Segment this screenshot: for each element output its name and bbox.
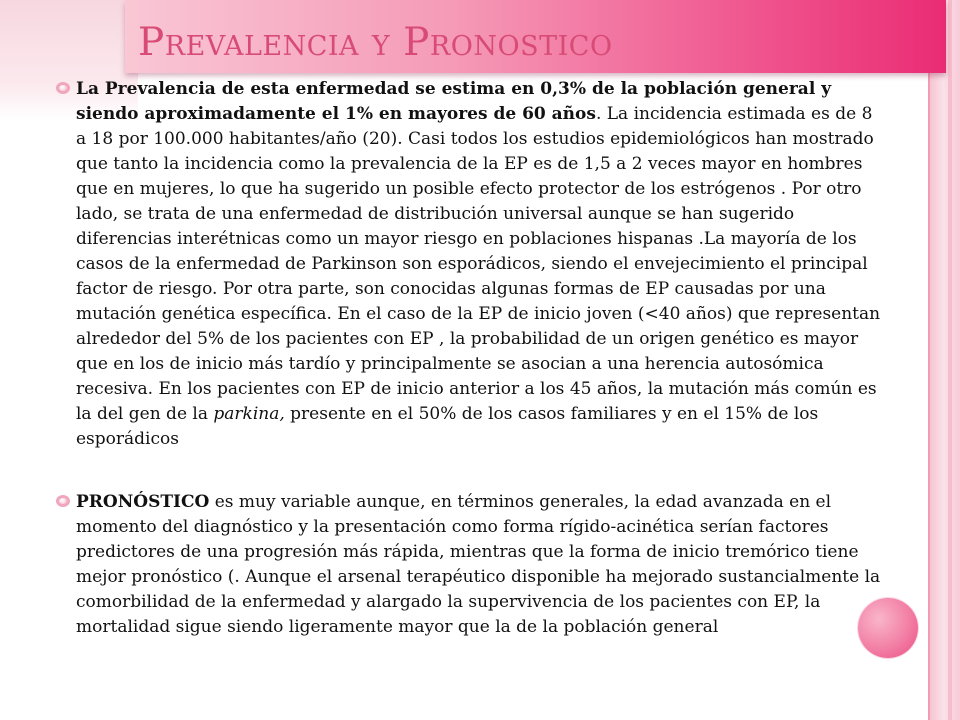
prevalence-body-text: . La incidencia estimada es de 8 a 18 por 100.000 habitantes/año (20). Casi todos los estudios epidemiológicos han mostrado que tanto la incidencia como la prevalencia de la EP es de 1,5 a 2 veces mayor en hombres que en mujeres, lo que ha sugerido un posible efecto protector de los estrógenos . Por otro lado, se trata de una enfermedad de distribución universal aunque se han sugerido diferencias interétnicas como un mayor riesgo en poblaciones hispanas .La mayoría de los casos de la enfermedad de Parkinson son esporádicos, siendo el envejecimiento el principal factor de riesgo. Por otra parte, son conocidas algunas formas de EP causadas por una mutación genética específica. En el caso de la EP de inicio joven (<40 años) que representan alrededor del 5% de los pacientes con EP , la probabilidad de un origen genético es mayor que en los de inicio más tardío y principalmente se asocian a una herencia autosómica recesiva. En los pacientes con EP de inicio anterior a los 45 años, la mutación más común es la del gen de la: [76, 104, 881, 424]
prevalence-closing-text: presente en el 50% de los casos familiares y en el 15% de los esporádicos: [76, 404, 819, 449]
prevalence-italic-text: parkina,: [213, 404, 285, 424]
title-bar: [125, 0, 946, 73]
prognosis-body-text: es muy variable aunque, en términos generales, la edad avanzada en el momento del diagnóstico y la presentación como forma rígido-acinética serían factores predictores de una progresión más rápida, mientras que la forma de inicio tremórico tiene mejor pronóstico (. Aunque el arsenal terapéutico disponible ha mejorado sustancialmente la comorbilidad de la enfermedad y alargado la supervivencia de los pacientes con EP, la mortalidad sigue siendo ligeramente mayor que la de la población general: [76, 492, 881, 637]
prevalence-paragraph: [56, 77, 881, 452]
prevalence-bold-text: La Prevalencia de esta enfermedad se estima en 0,3% de la población general y siendo aproximadamente el 1% en mayores de 60 años: [76, 79, 832, 124]
slide-content: [56, 77, 881, 640]
right-decorative-stripe: [948, 0, 952, 720]
prognosis-bold-text: PRONÓSTICO: [76, 492, 210, 512]
pink-circle-decoration: [858, 598, 918, 658]
slide-title: Prevalencia y Pronostico: [138, 20, 613, 65]
prognosis-paragraph: [56, 490, 881, 640]
bullet-icon: [56, 495, 70, 507]
right-decorative-band: [928, 0, 960, 720]
bullet-icon: [56, 82, 70, 94]
